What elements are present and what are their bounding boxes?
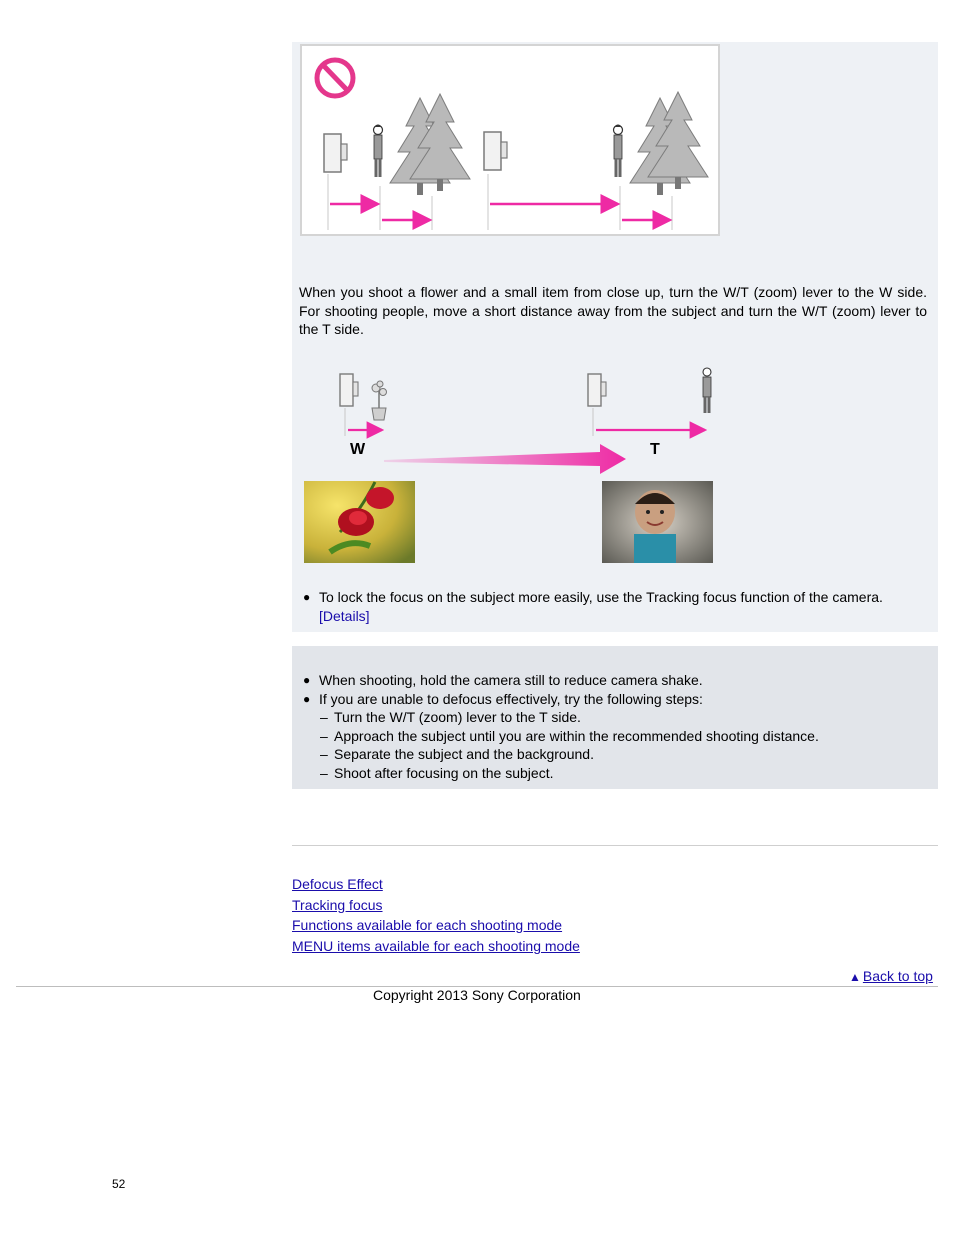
camera-icon <box>324 134 347 172</box>
step-item: – Shoot after focusing on the subject. <box>320 764 554 781</box>
trees-icon <box>390 94 470 195</box>
copyright: Copyright 2013 Sony Corporation <box>373 987 581 1003</box>
dash-icon: – <box>320 709 328 725</box>
person-icon <box>614 125 623 178</box>
dash-icon: – <box>320 727 328 744</box>
t-label: T <box>650 441 660 458</box>
related-link-defocus-effect[interactable]: Defocus Effect <box>292 876 383 892</box>
related-link-menu-items-per-mode[interactable]: MENU items available for each shooting mode <box>292 938 580 954</box>
zoom-arrow-icon <box>384 444 626 474</box>
dash-icon: – <box>320 746 328 762</box>
details-link[interactable]: [Details] <box>319 607 370 624</box>
bullet-icon: ● <box>303 673 311 687</box>
distance-illustration <box>302 46 718 234</box>
baby-photo <box>602 481 713 563</box>
divider <box>292 845 938 846</box>
person-icon <box>374 125 383 178</box>
zoom-instruction-paragraph: When you shoot a flower and a small item from close up, turn the W/T (zoom) lever to the W side. For shooting people, move a short distance away from the subject and turn the W/T (zoom) lever to the T side. <box>299 284 927 337</box>
step-item: – Separate the subject and the background. <box>320 746 594 762</box>
w-label: W <box>350 441 366 458</box>
step-item: – Turn the W/T (zoom) lever to the T side. <box>320 709 581 725</box>
camera-icon <box>340 374 358 406</box>
related-link-tracking-focus[interactable]: Tracking focus <box>292 896 383 913</box>
related-link-functions-per-mode[interactable]: Functions available for each shooting mode <box>292 917 563 933</box>
bullet-icon: ● <box>303 590 311 604</box>
camera-icon <box>484 132 507 170</box>
tip-text: To lock the focus on the subject more easily, use the Tracking focus function of the camera. <box>319 589 883 605</box>
step-item: – Approach the subject until you are within the recommended shooting distance. <box>320 727 819 744</box>
dash-icon: – <box>320 764 328 781</box>
page-number: 52 <box>112 1177 126 1191</box>
up-triangle-icon: ▲ <box>849 970 861 984</box>
back-to-top-link[interactable]: ▲ Back to top <box>849 968 933 984</box>
incorrect-distance-figure <box>300 44 720 236</box>
prohibited-icon <box>317 60 353 96</box>
bullet-icon: ● <box>303 691 311 706</box>
camera-icon <box>588 374 606 406</box>
trees-icon <box>630 92 708 195</box>
zoom-wt-figure <box>300 352 720 574</box>
flower-photo <box>304 481 415 563</box>
flower-pot-icon <box>372 381 387 420</box>
person-icon <box>703 368 711 413</box>
